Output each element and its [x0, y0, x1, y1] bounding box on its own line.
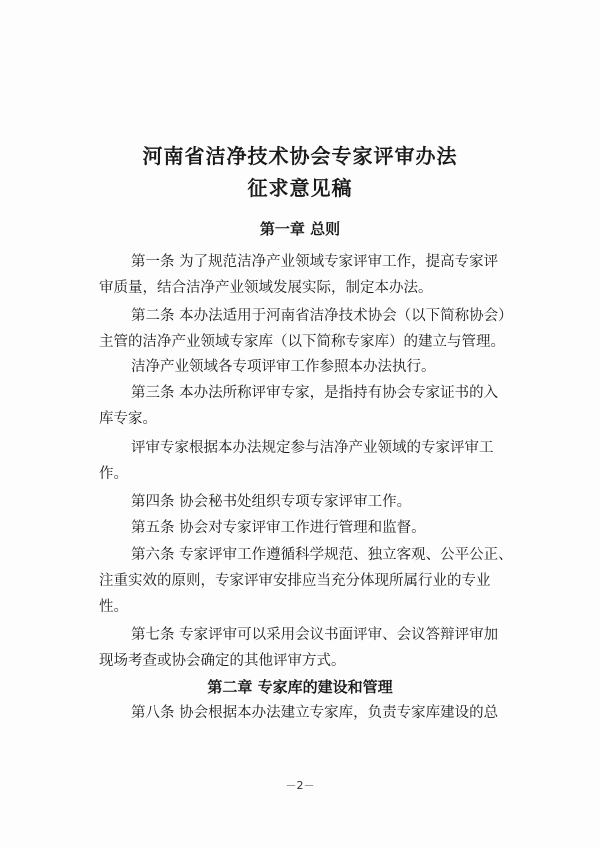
body-line: 评审专家根据本办法规定参与洁净产业领域的专家评审工 — [131, 440, 494, 456]
body-line: 注重实效的原则，专家评审安排应当充分体现所属行业的专业 — [99, 573, 491, 589]
body-line: 第二条 本办法适用于河南省洁净技术协会（以下简称协会） — [131, 308, 513, 324]
body-line: 第一条 为了规范洁净产业领域专家评审工作，提高专家评 — [131, 254, 499, 270]
body-line: 主管的洁净产业领域专家库（以下简称专家库）的建立与管理。 — [99, 334, 505, 350]
body-line: 性。 — [99, 599, 128, 615]
body-line: 第八条 协会根据本办法建立专家库，负责专家库建设的总 — [131, 705, 499, 721]
document-title: 河南省洁净技术协会专家评审办法 — [142, 144, 458, 168]
body-line: 审质量，结合洁净产业领域发展实际，制定本办法。 — [99, 280, 433, 296]
body-line: 第六条 专家评审工作遵循科学规范、独立客观、公平公正、 — [131, 547, 513, 563]
body-line: 现场考查或协会确定的其他评审方式。 — [99, 653, 346, 669]
body-line: 第三条 本办法所称评审专家，是指持有协会专家证书的入 — [131, 385, 499, 401]
chapter-2-heading: 第二章 专家库的建设和管理 — [207, 678, 393, 696]
body-line: 第四条 协会秘书处组织专项专家评审工作。 — [131, 494, 412, 510]
body-line: 第七条 专家评审可以采用会议书面评审、会议答辩评审加 — [131, 627, 499, 643]
body-line: 第五条 协会对专家评审工作进行管理和监督。 — [131, 520, 426, 536]
document-subtitle: 征求意见稿 — [247, 176, 353, 200]
chapter-1-heading: 第一章 总则 — [259, 220, 341, 238]
body-line: 洁净产业领域各专项评审工作参照本办法执行。 — [131, 359, 436, 375]
page-number: －2－ — [285, 779, 315, 792]
body-line: 作。 — [99, 466, 128, 482]
body-line: 库专家。 — [99, 411, 157, 427]
